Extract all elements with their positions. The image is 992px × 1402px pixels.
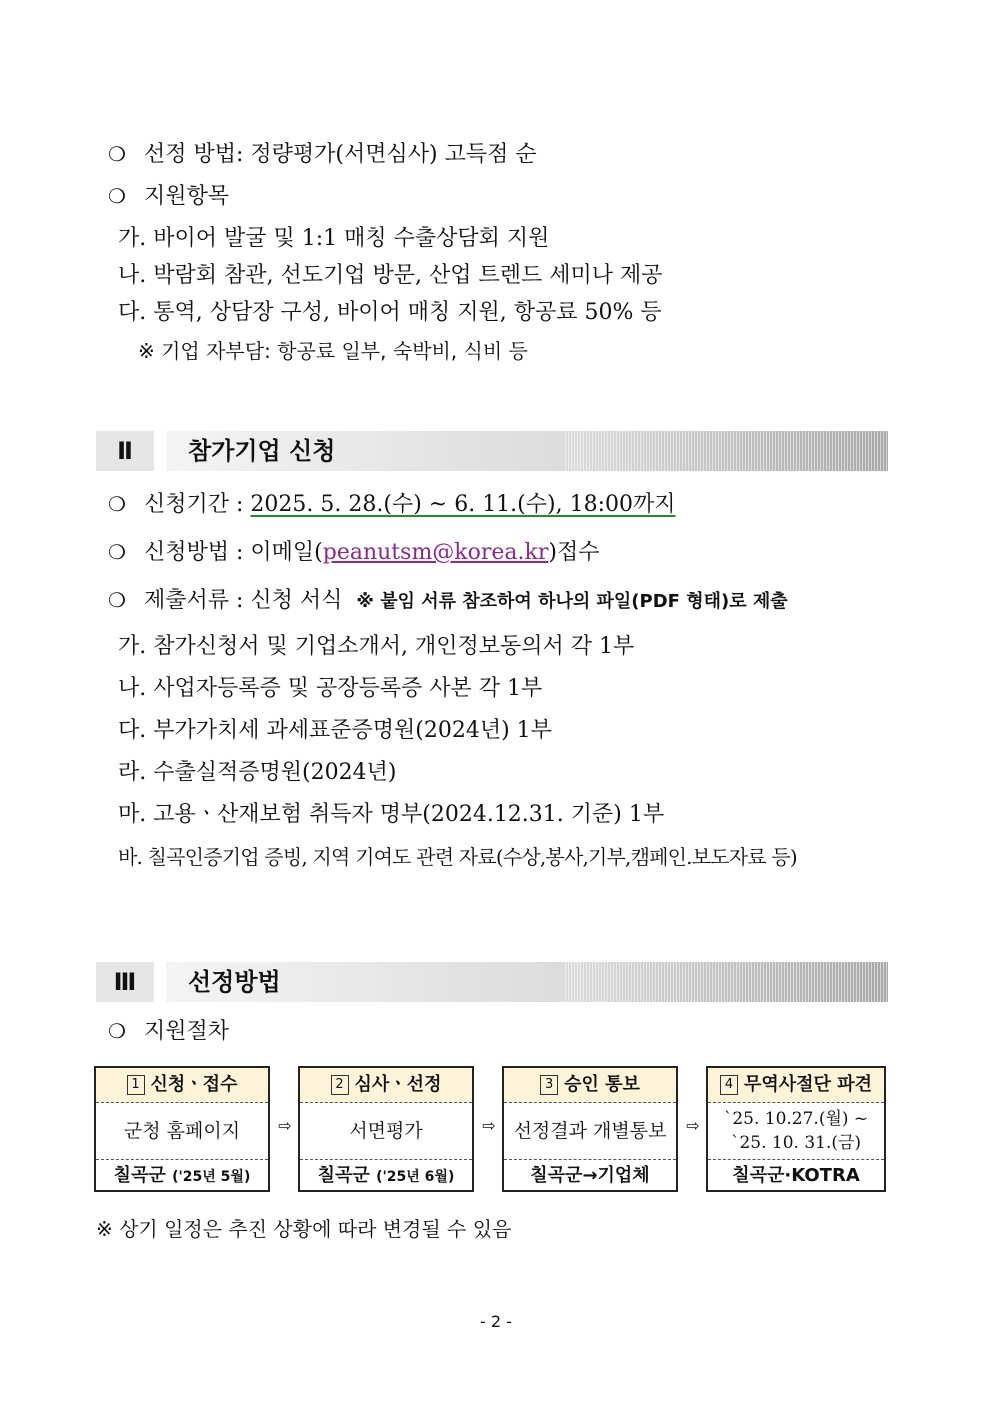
step-title: 심사ㆍ선정 [354, 1074, 442, 1095]
step-number: 4 [720, 1075, 738, 1095]
section-header-2 [96, 431, 888, 471]
circle-bullet-icon: ❍ [108, 540, 126, 564]
step-number: 2 [331, 1075, 349, 1095]
documents-note: ※ 붙임 서류 참조하여 하나의 파일(PDF 형태)로 제출 [356, 591, 788, 612]
step-box [298, 1066, 474, 1192]
selection-method-text: 선정 방법: 정량평가(서면심사) 고득점 순 [144, 142, 537, 167]
page-number: - 2 - [480, 1312, 512, 1331]
step-detail: 서면평가 [300, 1103, 472, 1160]
support-item: 나. 박람회 참관, 선도기업 방문, 산업 트렌드 세미나 제공 [118, 263, 663, 288]
self-pay-note: ※ 기업 자부담: 항공료 일부, 숙박비, 식비 등 [138, 339, 528, 363]
document-item: 바. 칠곡인증기업 증빙, 지역 기여도 관련 자료(수상,봉사,기부,캠페인.보도자료 등) [118, 845, 797, 869]
step-head [708, 1068, 884, 1103]
method-suffix: )접수 [548, 540, 600, 565]
circle-bullet-icon: ❍ [108, 1019, 126, 1043]
step-owner [708, 1160, 884, 1192]
step-box [502, 1066, 678, 1192]
document-item: 가. 참가신청서 및 기업소개서, 개인정보동의서 각 1부 [118, 634, 635, 659]
step-date: ('25년 6월) [376, 1169, 455, 1185]
support-items-line [108, 181, 229, 212]
application-period-line [108, 489, 676, 520]
circle-bullet-icon: ❍ [108, 142, 126, 166]
section-number: Ⅲ [96, 962, 154, 1002]
step-date: ('25년 5월) [172, 1169, 251, 1185]
step-title: 무역사절단 파견 [744, 1074, 872, 1095]
step-title: 승인 통보 [564, 1074, 640, 1095]
step-head [504, 1068, 676, 1103]
step-title: 신청ㆍ접수 [150, 1074, 238, 1095]
document-item: 다. 부가가치세 과세표준증명원(2024년) 1부 [118, 718, 552, 743]
documents-line [108, 585, 788, 617]
application-method-line [108, 537, 599, 568]
procedure-line [108, 1016, 229, 1047]
step-detail: 군청 홈페이지 [96, 1103, 268, 1160]
step-owner [504, 1160, 676, 1192]
step-head [96, 1068, 268, 1103]
document-item: 마. 고용ㆍ산재보험 취득자 명부(2024.12.31. 기준) 1부 [118, 802, 665, 827]
step-head [300, 1068, 472, 1103]
period-value: 2025. 5. 28.(수) ~ 6. 11.(수), 18:00까지 [250, 492, 676, 517]
step-owner [96, 1160, 268, 1192]
arrow-right-icon: ⇨ [686, 1116, 700, 1135]
schedule-note: ※ 상기 일정은 추진 상황에 따라 변경될 수 있음 [96, 1217, 512, 1241]
step-owner-name: 칠곡군 [113, 1165, 166, 1186]
email-link[interactable]: peanutsm@korea.kr [322, 540, 549, 565]
method-label: 신청방법 : 이메일( [144, 540, 323, 565]
arrow-right-icon: ⇨ [278, 1116, 292, 1135]
document-item: 나. 사업자등록증 및 공장등록증 사본 각 1부 [118, 676, 543, 701]
step-box [94, 1066, 270, 1192]
section-title: 참가기업 신청 [188, 437, 336, 465]
step-number: 3 [540, 1075, 558, 1095]
step-number: 1 [127, 1075, 145, 1095]
step-owner-name: 칠곡군→기업체 [530, 1165, 650, 1186]
step-box [706, 1066, 886, 1192]
arrow-right-icon: ⇨ [482, 1116, 496, 1135]
document-item: 라. 수출실적증명원(2024년) [118, 760, 397, 785]
support-item: 다. 통역, 상담장 구성, 바이어 매칭 지원, 항공료 50% 등 [118, 300, 662, 325]
step-detail: `25. 10.27.(월) ~ `25. 10. 31.(금) [708, 1103, 884, 1160]
step-owner-name: 칠곡군·KOTRA [732, 1165, 860, 1186]
circle-bullet-icon: ❍ [108, 588, 126, 612]
period-label: 신청기간 : [144, 492, 251, 517]
step-owner [300, 1160, 472, 1192]
section-title: 선정방법 [188, 968, 281, 996]
section-header-3 [96, 962, 888, 1002]
circle-bullet-icon: ❍ [108, 184, 126, 208]
selection-method-line [108, 139, 537, 170]
step-detail: 선정결과 개별통보 [504, 1103, 676, 1160]
documents-label: 제출서류 : 신청 서식 [144, 588, 343, 613]
procedure-heading: 지원절차 [144, 1019, 230, 1044]
support-items-heading: 지원항목 [144, 184, 230, 209]
procedure-flow [94, 1066, 886, 1194]
support-item: 가. 바이어 발굴 및 1:1 매칭 수출상담회 지원 [118, 226, 550, 251]
section-number: Ⅱ [96, 431, 154, 471]
circle-bullet-icon: ❍ [108, 492, 126, 516]
step-owner-name: 칠곡군 [317, 1165, 370, 1186]
